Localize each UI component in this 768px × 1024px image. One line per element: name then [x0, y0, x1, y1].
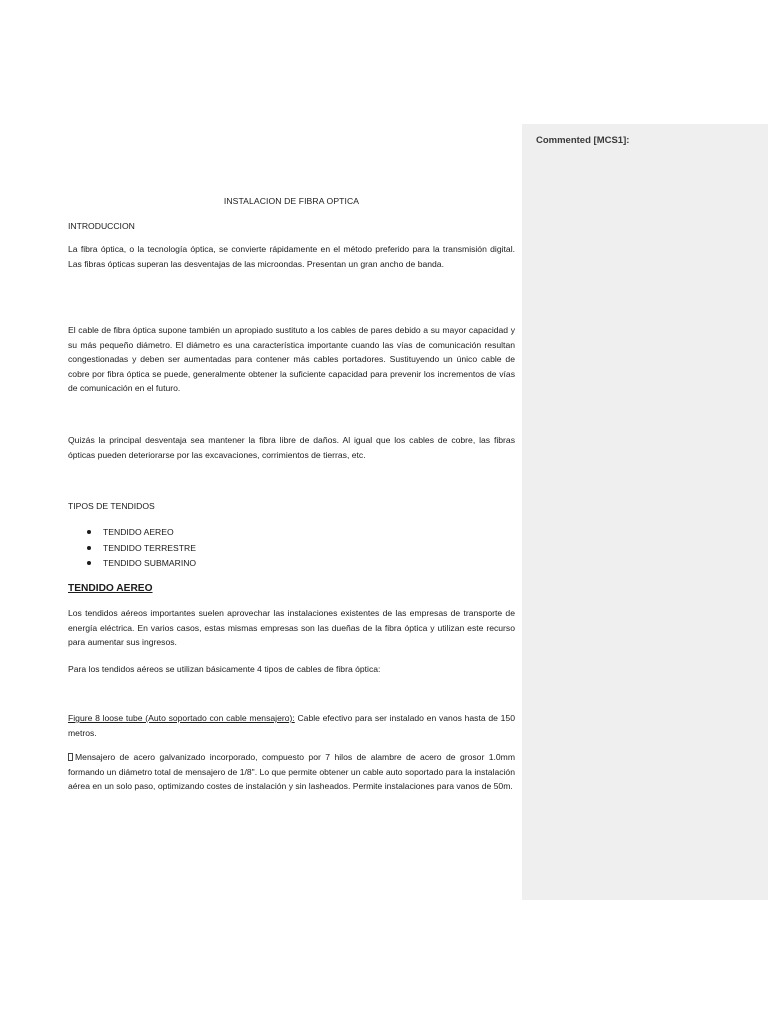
- messenger-text: Mensajero de acero galvanizado incorporado, compuesto por 7 hilos de alambre de acero de grosor 1.0mm formando un diámetro total de mensajero de 1/8". Lo que permite obtener un cable auto soportado para la instalación aérea en un solo paso, optimizando costes de instalación y sin lasheados. Permite instalaciones para vanos de 50m.: [68, 752, 515, 792]
- section-heading-tendido-aereo: TENDIDO AEREO: [68, 583, 153, 594]
- paragraph-messenger: [68, 750, 515, 794]
- paragraph-figure8: [68, 711, 515, 740]
- tipos-list: [68, 525, 515, 572]
- list-item: TENDIDO AEREO: [68, 525, 515, 541]
- list-item: TENDIDO TERRESTRE: [68, 541, 515, 557]
- paragraph-cable-types: Para los tendidos aéreos se utilizan básicamente 4 tipos de cables de fibra óptica:: [68, 664, 381, 674]
- paragraph-intro: La fibra óptica, o la tecnología óptica, se convierte rápidamente en el método preferido para la transmisión digital. Las fibras ópticas superan las desventajas de las microondas. Presentan un gran ancho de banda.: [68, 244, 515, 269]
- bullet-icon: [87, 546, 91, 550]
- list-item: TENDIDO SUBMARINO: [68, 556, 515, 572]
- paragraph-cable-substitute: El cable de fibra óptica supone también un apropiado sustituto a los cables de pares debido a su mayor capacidad y su más pequeño diámetro. El diámetro es una característica importante cuando las vías de comunicación resultan congestionadas y deben ser aumentadas para contener más cables portadores. Sustituyendo un único cable de cobre por fibra óptica se puede, generalmente obtener la suficiente capacidad para prevenir los incrementos de vías de comunicación en el futuro.: [68, 325, 515, 394]
- missing-glyph-icon: [68, 753, 73, 761]
- paragraph-aerial: Los tendidos aéreos importantes suelen aprovechar las instalaciones existentes de las empresas de transporte de energía eléctrica. En varios casos, estas mismas empresas son las dueñas de la fibra óptica y utilizan este recurso para aumentar sus ingresos.: [68, 608, 515, 648]
- intro-heading: INTRODUCCION: [68, 221, 135, 231]
- figure8-label: Figure 8 loose tube (Auto soportado con cable mensajero):: [68, 713, 295, 723]
- comment-pane: [522, 124, 768, 900]
- bullet-icon: [87, 561, 91, 565]
- figure8-description: Cable efectivo para ser instalado en vanos hasta de 150 metros.: [68, 713, 515, 738]
- comment-pane-title: Commented [MCS1]:: [536, 135, 630, 146]
- paragraph-disadvantage: Quizás la principal desventaja sea mantener la fibra libre de daños. Al igual que los cables de cobre, las fibras ópticas pueden deteriorarse por las excavaciones, corrimientos de tierras, etc.: [68, 435, 515, 460]
- bullet-icon: [87, 530, 91, 534]
- tipos-heading: TIPOS DE TENDIDOS: [68, 501, 155, 511]
- document-title: INSTALACION DE FIBRA OPTICA: [223, 196, 360, 206]
